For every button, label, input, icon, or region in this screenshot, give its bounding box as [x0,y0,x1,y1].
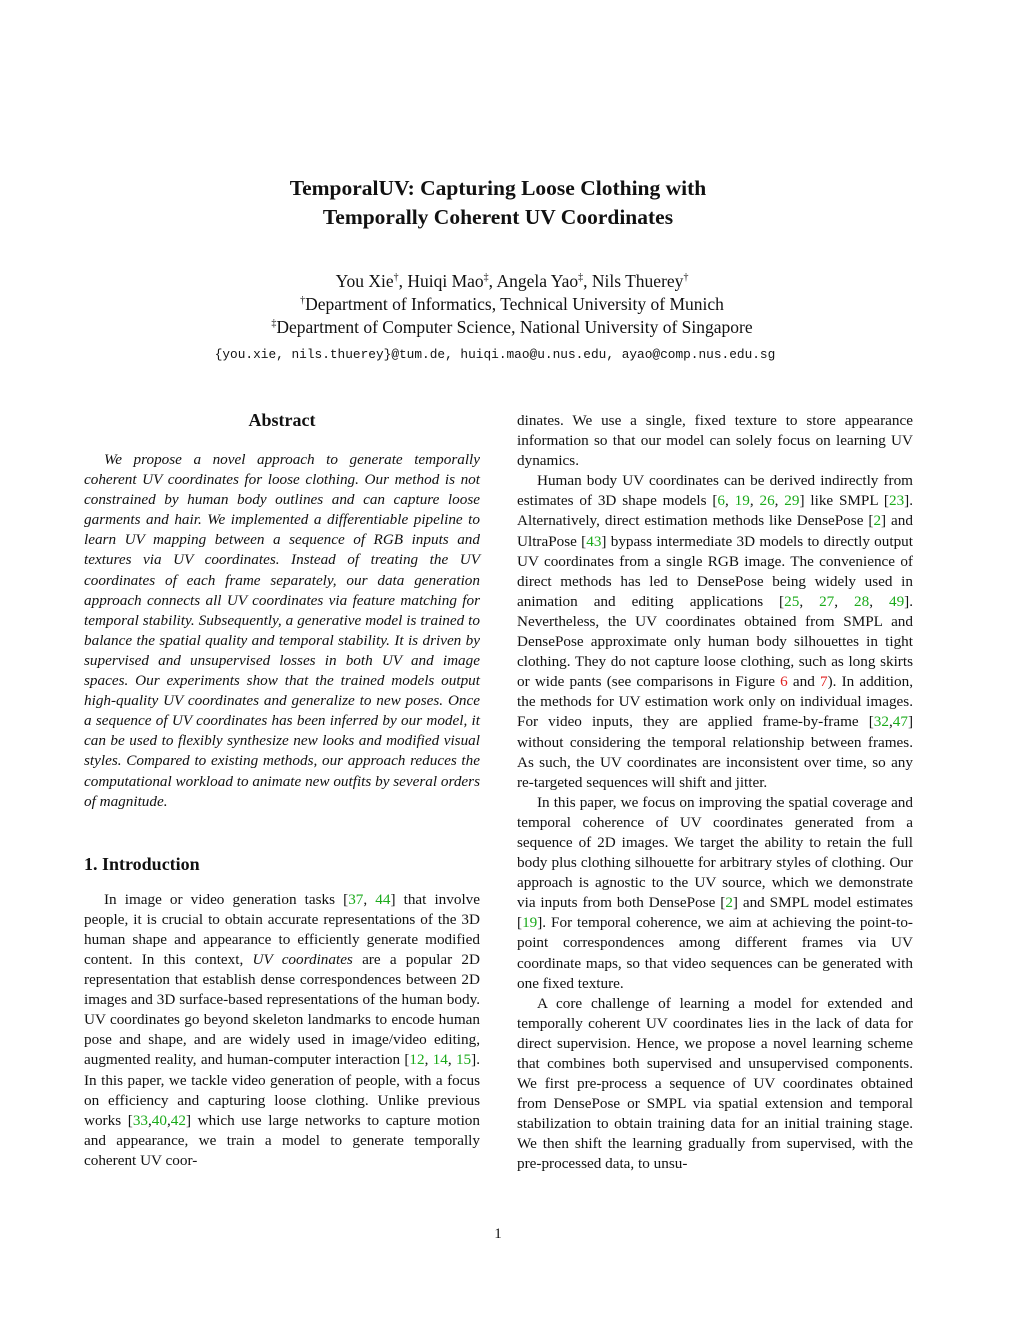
citation-link[interactable]: 14 [432,1051,448,1069]
text-run: ]. For temporal coherence, we aim at achieving the point-to-point correspondences among different frames via UV coordinate maps, so that video sequences can be generated with one fixed texture. [517,914,913,992]
text-run: ] and UltraPose [ [517,512,913,550]
abstract-text: We propose a novel approach to generate temporally coherent UV coordinates for loose clothing. Our method is not constrained by human body outlines and can capture loose garments and hair. We implemented a differentiable pipeline to learn UV mapping between a sequence of RGB inputs and textures via UV coordinates. Instead of treating the UV coordinates of each frame separately, our data generation approach connects all UV coordinates via feature matching for temporal stability. Subsequently, a generative model is trained to balance the spatial quality and temporal stability. It is driven by supervised and unsupervised losses in both UV and image spaces. Our experiments show that the trained models output high-quality UV coordinates and generalize to new poses. Once a sequence of UV coordinates has been inferred by our model, it can be used to flexibly synthesize new looks and modified visual styles. Compared to existing methods, our approach reduces the computational workload to animate new outfits by several orders of magnitude. [84,451,480,810]
citation-link[interactable]: 26 [759,492,775,510]
text-run: Human body UV coordinates can be derived indirectly from estimates of 3D shape models [ [517,472,913,510]
emphasis-term: UV coordinates [252,950,353,968]
text-run: ]. In this paper, we tackle video generation of people, with a focus on efficiency and capturing loose clothing. Unlike previous works [ [84,1051,480,1129]
text-run: are a popular 2D representation that establish dense correspondences between 2D images and 3D surface-based representations of the human body. UV coordinates go beyond skeleton landmarks to encode human pose and shape, and are widely used in image/video editing, augmented reality, and human-computer interaction [ [84,950,480,1069]
author-name: Huiqi Mao [407,271,484,291]
affiliation-text: Department of Informatics, Technical University of Munich [305,294,724,314]
text-run: ] that involve people, it is crucial to obtain accurate representations of the 3D human shape and appearance to efficiently generate modified content. In this context, [84,890,481,968]
body-paragraph [517,793,913,994]
separator: , [488,271,497,291]
author-emails: {you.xie, nils.thuerey}@tum.de, huiqi.mao@u.nus.edu, ayao@comp.nus.edu.sg [214,347,776,362]
citation-link[interactable]: 19 [734,492,750,510]
right-column [517,411,913,1175]
page-number: 1 [494,1226,502,1242]
text-run: ] like SMPL [ [799,492,889,510]
affiliation-mark: ‡ [271,318,277,330]
title-line-2: Temporally Coherent UV Coordinates [322,205,674,229]
figure-reference-link[interactable]: 6 [780,673,788,691]
affiliation-mark: ‡ [483,272,489,284]
text-run: ] and SMPL model estimates [ [517,894,913,932]
text-run: ] which use large networks to capture motion and appearance, we train a model to generate temporally coherent UV coor- [84,1111,480,1169]
section-heading-introduction: 1. Introduction [84,853,200,874]
citation-link[interactable]: 43 [586,532,602,550]
citation-link[interactable]: 40 [151,1111,167,1129]
affiliation-mark: † [393,272,399,284]
text-run: and [787,673,820,691]
citation-link[interactable]: 2 [725,894,733,912]
citation-link[interactable]: 44 [375,890,391,908]
affiliation-mark: † [300,295,306,307]
affiliation-1 [0,293,1024,316]
citation-link[interactable]: 27 [819,592,835,610]
abstract-heading: Abstract [248,410,316,430]
author-block [0,270,1024,339]
affiliation-text: Department of Computer Science, National University of Singapore [276,317,753,337]
affiliation-mark: ‡ [578,272,584,284]
text-run: In this paper, we focus on improving the spatial coverage and temporal coherence of UV coordinates generated from a sequence of 2D images. We target the ability to retain the full body plus clothing silhouette for arbitrary styles of clothing. Our approach is agnostic to the UV source, which we demonstrate via inputs from both DensePose [ [517,793,913,912]
intro-paragraph-1: In image or video generation tasks [37, 44] that involve people, it is crucial to obtain accurate representations of the 3D human shape and appearance to efficiently generate modified content. In this context, UV coordinates are a popular 2D representation that establish dense correspondences between 2D images and 3D surface-based representations of the human body. UV coordinates go beyond skeleton landmarks to encode human pose and shape, and are widely used in image/video editing, augmented reality, and human-computer interaction [12, 14, 15]. In this paper, we tackle video generation of people, with a focus on efficiency and capturing loose clothing. Unlike previous works [33,40,42] which use large networks to capture motion and appearance, we train a model to generate temporally coherent UV coor- [84,890,481,1169]
text-run: ] bypass intermediate 3D models to directly output UV coordinates from a single RGB image. The convenience of direct methods has led to DensePose being widely used in animation and editing applications [ [517,532,913,610]
text-run: ]. Alternatively, direct estimation methods like DensePose [ [517,492,914,530]
text-run: ). In addition, the methods for UV estimation work only on individual images. For video inputs, they are applied frame-by-frame [ [517,673,913,731]
author-list [0,270,1024,293]
citation-link[interactable]: 32 [873,713,889,731]
left-column [84,408,480,1171]
citation-link[interactable]: 12 [409,1051,425,1069]
author-name: Angela Yao [496,271,579,291]
text-run: ] without considering the temporal relationship between frames. As such, the UV coordinates are inconsistent over time, so any re-targeted sequences will shift and jitter. [517,713,913,791]
citation-link[interactable]: 19 [522,914,538,932]
citation-link[interactable]: 42 [170,1111,186,1129]
citation-link[interactable]: 15 [455,1051,472,1069]
body-paragraph: Human body UV coordinates can be derived indirectly from estimates of 3D shape models [6, 19, 26, 29] like SMPL [23]. Alternatively, direct estimation methods like DensePose [2] and UltraPose [43] bypass intermediate 3D models to directly output UV coordinates from a single RGB image. The convenience of direct methods has led to DensePose being widely used in animation and editing applications [25, 27, 28, 49]. Nevertheless, the UV coordinates obtained from SMPL and DensePose approximate only human body silhouettes in tight clothing. They do not capture loose clothing, such as long skirts or wide pants (see comparisons in Figure 6 and 7). In addition, the methods for UV estimation work only on individual images. For video inputs, they are applied frame-by-frame [32,47] without considering the temporal relationship between frames. As such, the UV coordinates are inconsistent over time, so any re-targeted sequences will shift and jitter. [517,472,914,791]
citation-link[interactable]: 2 [873,512,882,530]
citation-link[interactable]: 37 [348,890,364,908]
paper-title [0,174,996,232]
citation-link[interactable]: 6 [717,492,725,510]
text-run: In image or video generation tasks [ [104,890,349,908]
figure-reference-link[interactable]: 7 [819,673,828,691]
continued-paragraph: dinates. We use a single, fixed texture to store appearance information so that our model can solely focus on learning UV dynamics. [517,412,913,470]
separator: , [398,271,408,291]
citation-link[interactable]: 49 [888,592,905,610]
body-paragraph: A core challenge of learning a model for extended and temporally coherent UV coordinates lies in the lack of data for direct supervision. Hence, we propose a novel learning scheme that combines both supervised and unsupervised components. We first pre-process a sequence of UV coordinates obtained from DensePose or SMPL via spatial extension and temporal stabilization to obtain training data for an initial training stage. We then shift the learning gradually from supervised, with the pre-processed data, to unsu- [517,994,913,1173]
author-name: You Xie [335,271,394,291]
separator: , [583,271,592,291]
citation-link[interactable]: 29 [784,492,800,510]
affiliation-mark: † [683,272,689,284]
citation-link[interactable]: 33 [132,1111,148,1129]
title-line-1: TemporalUV: Capturing Loose Clothing with [289,176,707,200]
citation-link[interactable]: 25 [784,592,800,610]
citation-link[interactable]: 47 [892,713,908,731]
author-name: Nils Thuerey [591,271,684,291]
text-run: ]. Nevertheless, the UV coordinates obtained from SMPL and DensePose approximate only human body silhouettes in tight clothing. They do not capture loose clothing, such as long skirts or wide pants (see comparisons in Figure [517,592,914,691]
citation-link[interactable]: 28 [854,592,870,610]
citation-link[interactable]: 23 [888,492,905,510]
affiliation-2 [0,316,1024,339]
